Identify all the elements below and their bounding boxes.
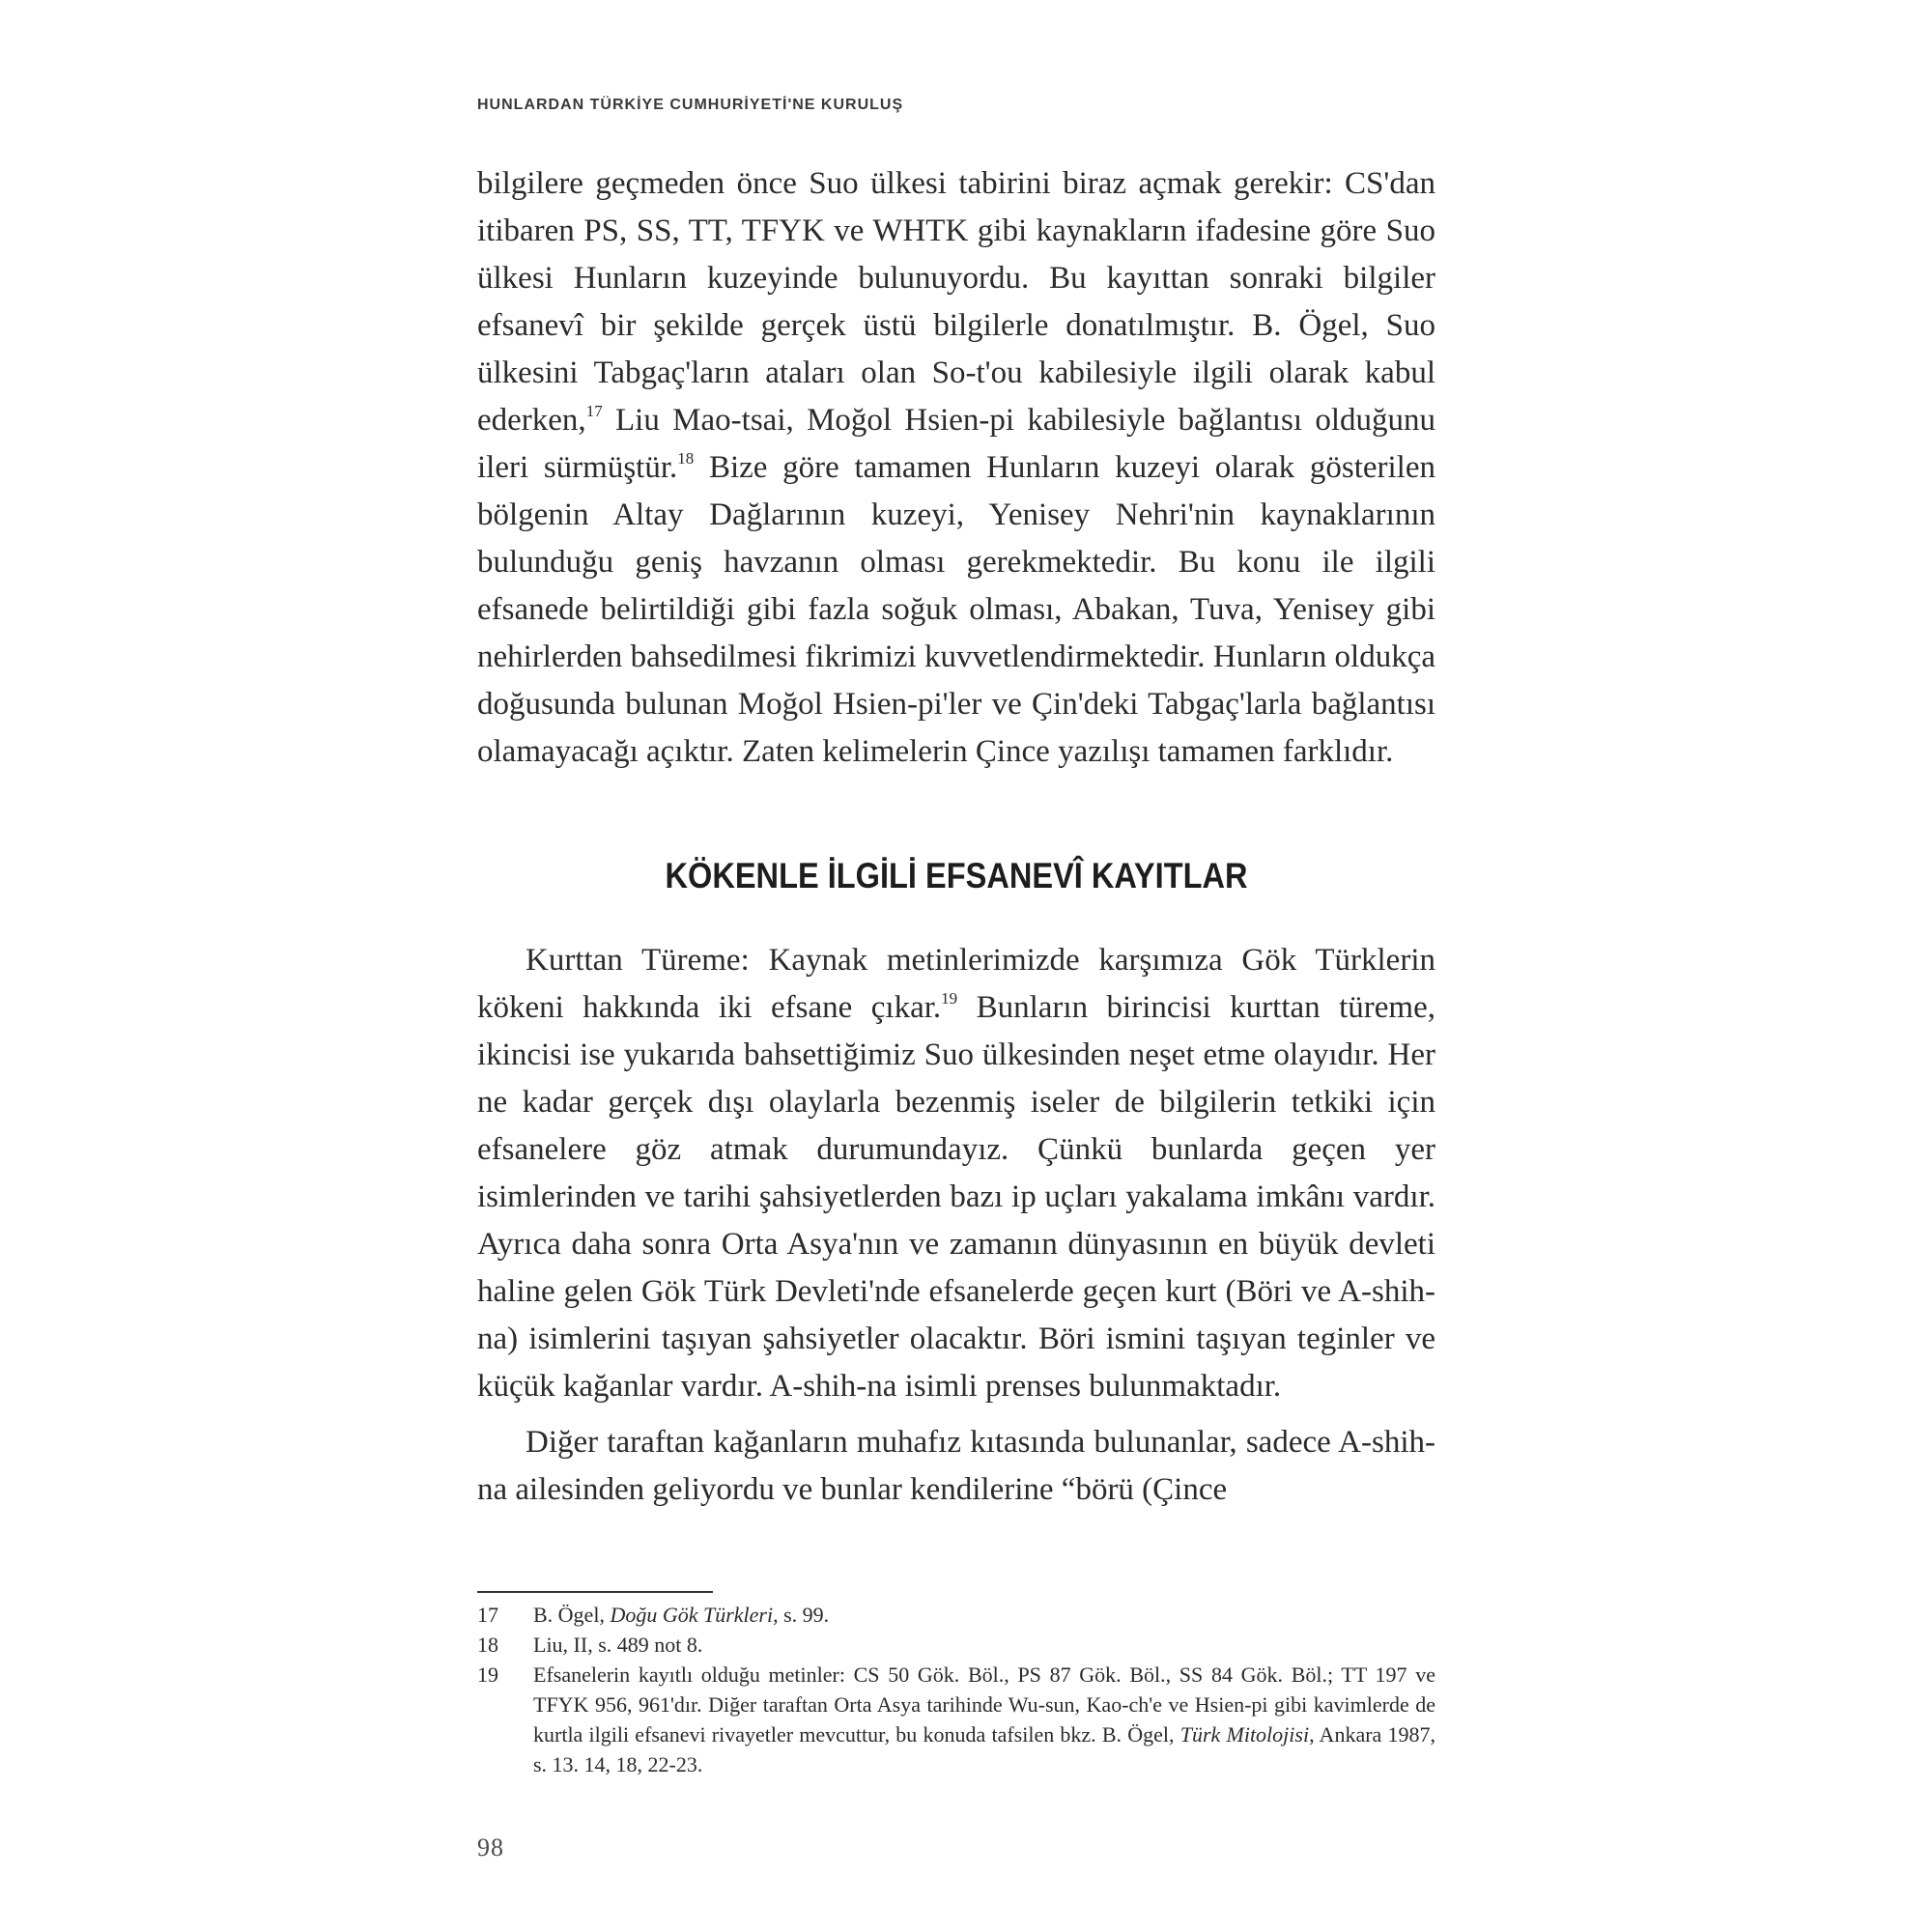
page-number: 98 (477, 1833, 504, 1861)
paragraph-text: Liu Mao-tsai, Moğol Hsien-pi kabilesiyle bağlantısı olduğunu ileri sürmüştür. (477, 403, 1435, 485)
footnote-title: Doğu Gök Türkleri (610, 1603, 774, 1627)
footnote-text: Liu, II, s. 489 not 8. (533, 1633, 703, 1657)
footnote-ref[interactable]: 17 (585, 402, 603, 420)
paragraph: Diğer taraftan kağanların muhafız kıtasında bulunanlar, sadece A-shih-na ailesinden geliyordu ve bunlar kendilerine “börü (Çince (477, 1425, 1435, 1507)
footnote-title: Türk Mitolojisi (1179, 1722, 1310, 1747)
footnote-number: 17 (477, 1603, 498, 1627)
footnote-ref[interactable]: 18 (677, 449, 695, 468)
footnote-text-part: , Ankara 1987, s. 13. 14, 18, 22-23. (533, 1722, 1435, 1776)
footnote-text-part: , s. 99. (773, 1603, 830, 1627)
footnotes (477, 1600, 1435, 1779)
paragraph-text: bilgilere geçmeden önce Suo ülkesi tabirini biraz açmak gerekir: CS'dan itibaren PS, SS, TT, TFYK ve WHTK gibi kaynakların ifadesine göre Suo ülkesi Hunların kuzeyinde bulunuyordu. Bu kayıttan sonraki bilgiler efsanevî bir şekilde gerçek üstü bilgilerle donatılmıştır. B. Ögel, Suo ülkesini Tabgaç'ların ataları olan So-t'ou kabilesiyle ilgili olarak kabul ederken, (477, 166, 1435, 438)
footnote (477, 1600, 1435, 1630)
paragraph-text: Kurttan Türeme: Kaynak metinlerimizde karşımıza Gök Türklerin kökeni hakkında iki efsane çıkar. (477, 943, 1435, 1025)
footnote-text (533, 1600, 1435, 1630)
paragraph-text: Bunların birincisi kurttan türeme, ikincisi ise yukarıda bahsettiğimiz Suo ülkesinden neşet etme olayıdır. Her ne kadar gerçek dışı olaylarla bezenmiş iseler de bilgilerin tetkiki için efsanelere göz atmak durumundayız. Çünkü bunlarda geçen yer isimlerinden ve tarihi şahsiyetlerden bazı ip uçları yakalama imkânı vardır. Ayrıca daha sonra Orta Asya'nın ve zamanın dünyasının en büyük devleti haline gelen Gök Türk Devleti'nde efsanelerde geçen kurt (Böri ve A-shih-na) isimlerini taşıyan şahsiyetler olacaktır. Böri ismini taşıyan teginler ve küçük kağanlar vardır. A-shih-na isimli prenses bulunmaktadır. (477, 990, 1435, 1404)
body-text-bottom (477, 937, 1435, 1514)
paragraph (477, 160, 1435, 776)
footnote (477, 1660, 1435, 1779)
footnote-ref[interactable]: 19 (941, 989, 958, 1008)
body-text-top (477, 160, 1435, 776)
section-heading: KÖKENLE İLGİLİ EFSANEVÎ KAYITLAR (665, 856, 1248, 895)
footnote (477, 1630, 1435, 1660)
footnote-text (533, 1660, 1435, 1779)
paragraph-text: Bize göre tamamen Hunların kuzeyi olarak gösterilen bölgenin Altay Dağlarının kuzeyi, Yenisey Nehri'nin kaynaklarının bulunduğu geniş havzanın olması gerekmektedir. Bu konu ile ilgili efsanede belirtildiği gibi fazla soğuk olması, Abakan, Tuva, Yenisey gibi nehirlerden bahsedilmesi fikrimizi kuvvetlendirmektedir. Hunların oldukça doğusunda bulunan Moğol Hsien-pi'ler ve Çin'deki Tabgaç'larla bağlantısı olamayacağı açıktır. Zaten kelimelerin Çince yazılışı tamamen farklıdır. (477, 450, 1435, 769)
footnote-number: 19 (477, 1662, 498, 1687)
footnote-text-part: B. Ögel, (533, 1603, 611, 1627)
footnote-divider (477, 1591, 713, 1593)
paragraph (477, 937, 1435, 1410)
footnote-text-part: Efsanelerin kayıtlı olduğu metinler: CS 50 Gök. Böl., PS 87 Gök. Böl., SS 84 Gök. Böl.; TT 197 ve TFYK 956, 961'dır. Diğer taraftan Orta Asya tarihinde Wu-sun, Kao-ch'e ve Hsien-pi gibi kavimlerde de kurtla ilgili efsanevi rivayetler mevcuttur, bu konuda tafsilen bkz. B. Ögel, (533, 1662, 1435, 1747)
footnote-number: 18 (477, 1633, 498, 1657)
running-head: HUNLARDAN TÜRKİYE CUMHURİYETİ'NE KURULUŞ (477, 97, 904, 113)
